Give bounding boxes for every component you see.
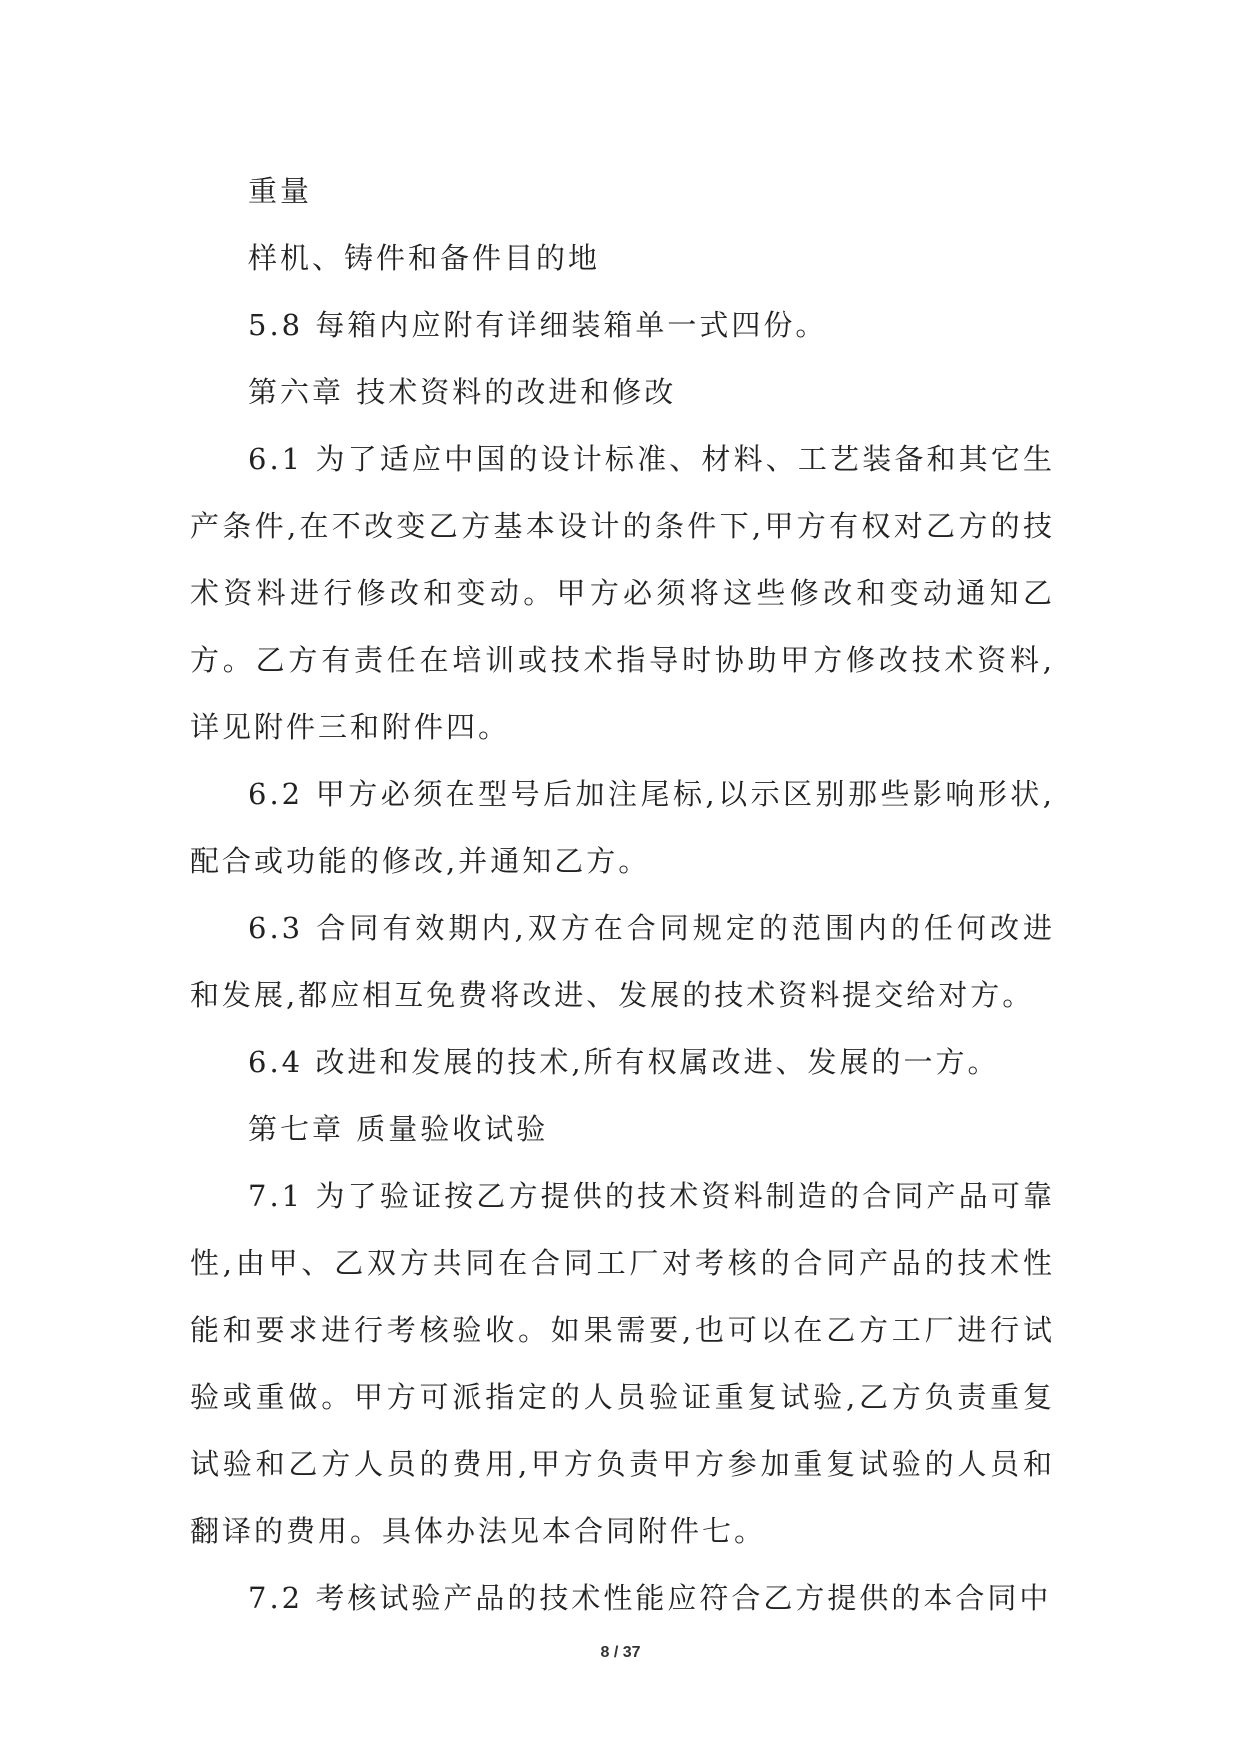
paragraph-6-3: 6.3 合同有效期内,双方在合同规定的范围内的任何改进和发展,都应相互免费将改进、发展的技术资料提交给对方。: [190, 911, 1055, 1012]
paragraph-6-4: 6.4 改进和发展的技术,所有权属改进、发展的一方。: [248, 1045, 1000, 1079]
page-number: 8 / 37: [600, 1644, 641, 1661]
paragraph-7-2: 7.2 考核试验产品的技术性能应符合乙方提供的本合同中: [248, 1581, 1052, 1615]
paragraph-7-1: 7.1 为了验证按乙方提供的技术资料制造的合同产品可靠性,由甲、乙双方共同在合同工厂对考核的合同产品的技术性能和要求进行考核验收。如果需要,也可以在乙方工厂进行试验或重做。甲方可派指定的人员验证重复试验,乙方负责重复试验和乙方人员的费用,甲方负责甲方参加重复试验的人员和翻译的费用。具体办法见本合同附件七。: [190, 1179, 1055, 1548]
paragraph-6-1: 6.1 为了适应中国的设计标准、材料、工艺装备和其它生产条件,在不改变乙方基本设计的条件下,甲方有权对乙方的技术资料进行修改和变动。甲方必须将这些修改和变动通知乙方。乙方有责任在培训或技术指导时协助甲方修改技术资料,详见附件三和附件四。: [190, 442, 1055, 744]
chapter-6-heading: 第六章 技术资料的改进和修改: [248, 375, 677, 409]
paragraph-6-2: 6.2 甲方必须在型号后加注尾标,以示区别那些影响形状,配合或功能的修改,并通知乙方。: [190, 777, 1055, 878]
paragraph-destination: 样机、铸件和备件目的地: [248, 241, 601, 275]
document-body: [190, 158, 1055, 1632]
paragraph-5-8: 5.8 每箱内应附有详细装箱单一式四份。: [248, 308, 828, 342]
paragraph-weight: 重量: [248, 174, 313, 208]
chapter-7-heading: 第七章 质量验收试验: [248, 1112, 549, 1146]
